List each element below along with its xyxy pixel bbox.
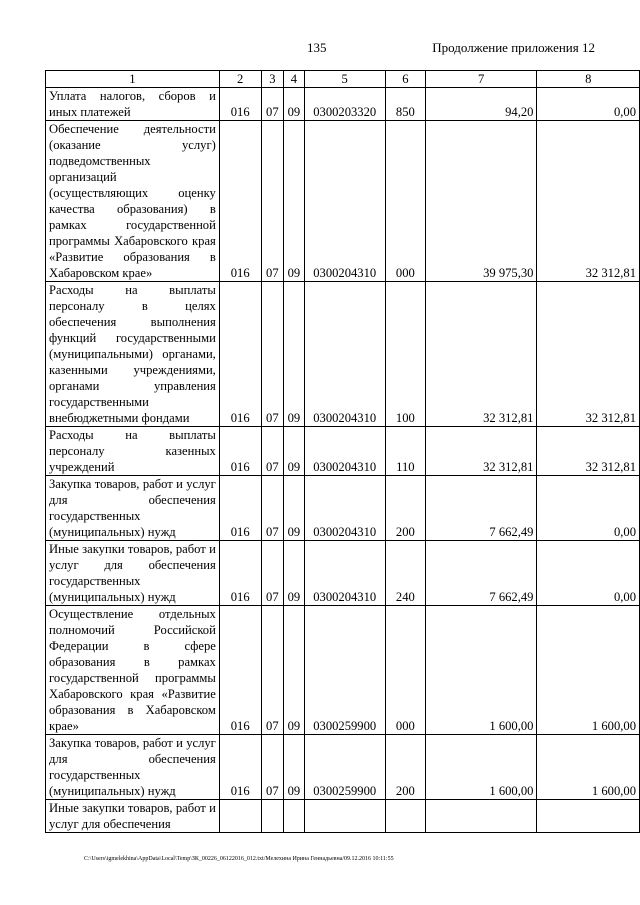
target-item-code: 0300203320 xyxy=(304,88,385,121)
section-code: 07 xyxy=(261,735,284,800)
section-code xyxy=(261,800,284,833)
subsection-code: 09 xyxy=(284,735,304,800)
table-row xyxy=(46,541,640,606)
expense-type-code: 200 xyxy=(385,476,425,541)
ministry-code: 016 xyxy=(219,735,261,800)
subsection-code: 09 xyxy=(284,606,304,735)
column-header: 6 xyxy=(385,71,425,88)
amount-executed: 32 312,81 xyxy=(537,282,640,427)
subsection-code: 09 xyxy=(284,541,304,606)
expense-type-code: 200 xyxy=(385,735,425,800)
amount-executed: 1 600,00 xyxy=(537,606,640,735)
target-item-code: 0300204310 xyxy=(304,476,385,541)
amount-executed: 32 312,81 xyxy=(537,427,640,476)
subsection-code: 09 xyxy=(284,121,304,282)
subsection-code: 09 xyxy=(284,476,304,541)
ministry-code: 016 xyxy=(219,88,261,121)
section-code: 07 xyxy=(261,88,284,121)
page-header xyxy=(0,40,640,58)
expense-type-code: 000 xyxy=(385,606,425,735)
expense-type-code xyxy=(385,800,425,833)
ministry-code: 016 xyxy=(219,282,261,427)
ministry-code: 016 xyxy=(219,427,261,476)
row-name: Расходы на выплаты персоналу казенных учреждений xyxy=(46,427,220,476)
subsection-code: 09 xyxy=(284,282,304,427)
column-header-row xyxy=(46,71,640,88)
row-name: Иные закупки товаров, работ и услуг для обеспечения xyxy=(46,800,220,833)
table-row xyxy=(46,606,640,735)
table-row xyxy=(46,88,640,121)
amount-planned: 94,20 xyxy=(425,88,537,121)
expense-type-code: 240 xyxy=(385,541,425,606)
expense-type-code: 100 xyxy=(385,282,425,427)
table-row xyxy=(46,282,640,427)
target-item-code: 0300204310 xyxy=(304,121,385,282)
column-header: 2 xyxy=(219,71,261,88)
amount-executed: 1 600,00 xyxy=(537,735,640,800)
file-path-footer: C:\Users\igmelekhina\AppData\Local\Temp\ЗК_00226_06122016_012.txt/Мелехина Ирина Геннадьевна/09.12.2016 10:11:55 xyxy=(84,856,394,862)
ministry-code: 016 xyxy=(219,606,261,735)
target-item-code xyxy=(304,800,385,833)
section-code: 07 xyxy=(261,121,284,282)
section-code: 07 xyxy=(261,606,284,735)
column-header: 1 xyxy=(46,71,220,88)
row-name: Иные закупки товаров, работ и услуг для обеспечения государственных (муниципальных) нужд xyxy=(46,541,220,606)
amount-planned: 7 662,49 xyxy=(425,476,537,541)
row-name: Закупка товаров, работ и услуг для обеспечения государственных (муниципальных) нужд xyxy=(46,735,220,800)
table-row xyxy=(46,121,640,282)
amount-executed: 32 312,81 xyxy=(537,121,640,282)
amount-planned: 32 312,81 xyxy=(425,282,537,427)
target-item-code: 0300259900 xyxy=(304,606,385,735)
column-header: 4 xyxy=(284,71,304,88)
amount-planned: 1 600,00 xyxy=(425,735,537,800)
subsection-code: 09 xyxy=(284,88,304,121)
amount-executed: 0,00 xyxy=(537,88,640,121)
expense-type-code: 000 xyxy=(385,121,425,282)
continuation-label: Продолжение приложения 12 xyxy=(432,40,595,55)
row-name: Обеспечение деятельности (оказание услуг) подведомственных организаций (осуществляющих оценку качества образования) в рамках государственной программы Хабаровского края «Развитие образования в Хабаровском крае» xyxy=(46,121,220,282)
ministry-code: 016 xyxy=(219,121,261,282)
ministry-code xyxy=(219,800,261,833)
target-item-code: 0300204310 xyxy=(304,541,385,606)
column-header: 7 xyxy=(425,71,537,88)
ministry-code: 016 xyxy=(219,541,261,606)
row-name: Закупка товаров, работ и услуг для обеспечения государственных (муниципальных) нужд xyxy=(46,476,220,541)
expense-type-code: 110 xyxy=(385,427,425,476)
section-code: 07 xyxy=(261,541,284,606)
expense-type-code: 850 xyxy=(385,88,425,121)
amount-planned xyxy=(425,800,537,833)
amount-executed: 0,00 xyxy=(537,541,640,606)
amount-planned: 7 662,49 xyxy=(425,541,537,606)
table-row xyxy=(46,427,640,476)
row-name: Осуществление отдельных полномочий Российской Федерации в сфере образования в рамках государственной программы Хабаровского края «Развитие образования в Хабаровском крае» xyxy=(46,606,220,735)
amount-executed xyxy=(537,800,640,833)
ministry-code: 016 xyxy=(219,476,261,541)
section-code: 07 xyxy=(261,282,284,427)
target-item-code: 0300204310 xyxy=(304,282,385,427)
row-name: Уплата налогов, сборов и иных платежей xyxy=(46,88,220,121)
target-item-code: 0300259900 xyxy=(304,735,385,800)
subsection-code xyxy=(284,800,304,833)
table-row xyxy=(46,476,640,541)
amount-planned: 1 600,00 xyxy=(425,606,537,735)
amount-executed: 0,00 xyxy=(537,476,640,541)
subsection-code: 09 xyxy=(284,427,304,476)
row-name: Расходы на выплаты персоналу в целях обеспечения выполнения функций государственными (муниципальными) органами, казенными учреждениями, органами управления государственными внебюджетными фондами xyxy=(46,282,220,427)
amount-planned: 39 975,30 xyxy=(425,121,537,282)
budget-table xyxy=(45,70,640,833)
column-header: 5 xyxy=(304,71,385,88)
amount-planned: 32 312,81 xyxy=(425,427,537,476)
column-header: 3 xyxy=(261,71,284,88)
section-code: 07 xyxy=(261,427,284,476)
table-row xyxy=(46,800,640,833)
table-row xyxy=(46,735,640,800)
target-item-code: 0300204310 xyxy=(304,427,385,476)
page-number: 135 xyxy=(307,40,327,55)
section-code: 07 xyxy=(261,476,284,541)
column-header: 8 xyxy=(537,71,640,88)
